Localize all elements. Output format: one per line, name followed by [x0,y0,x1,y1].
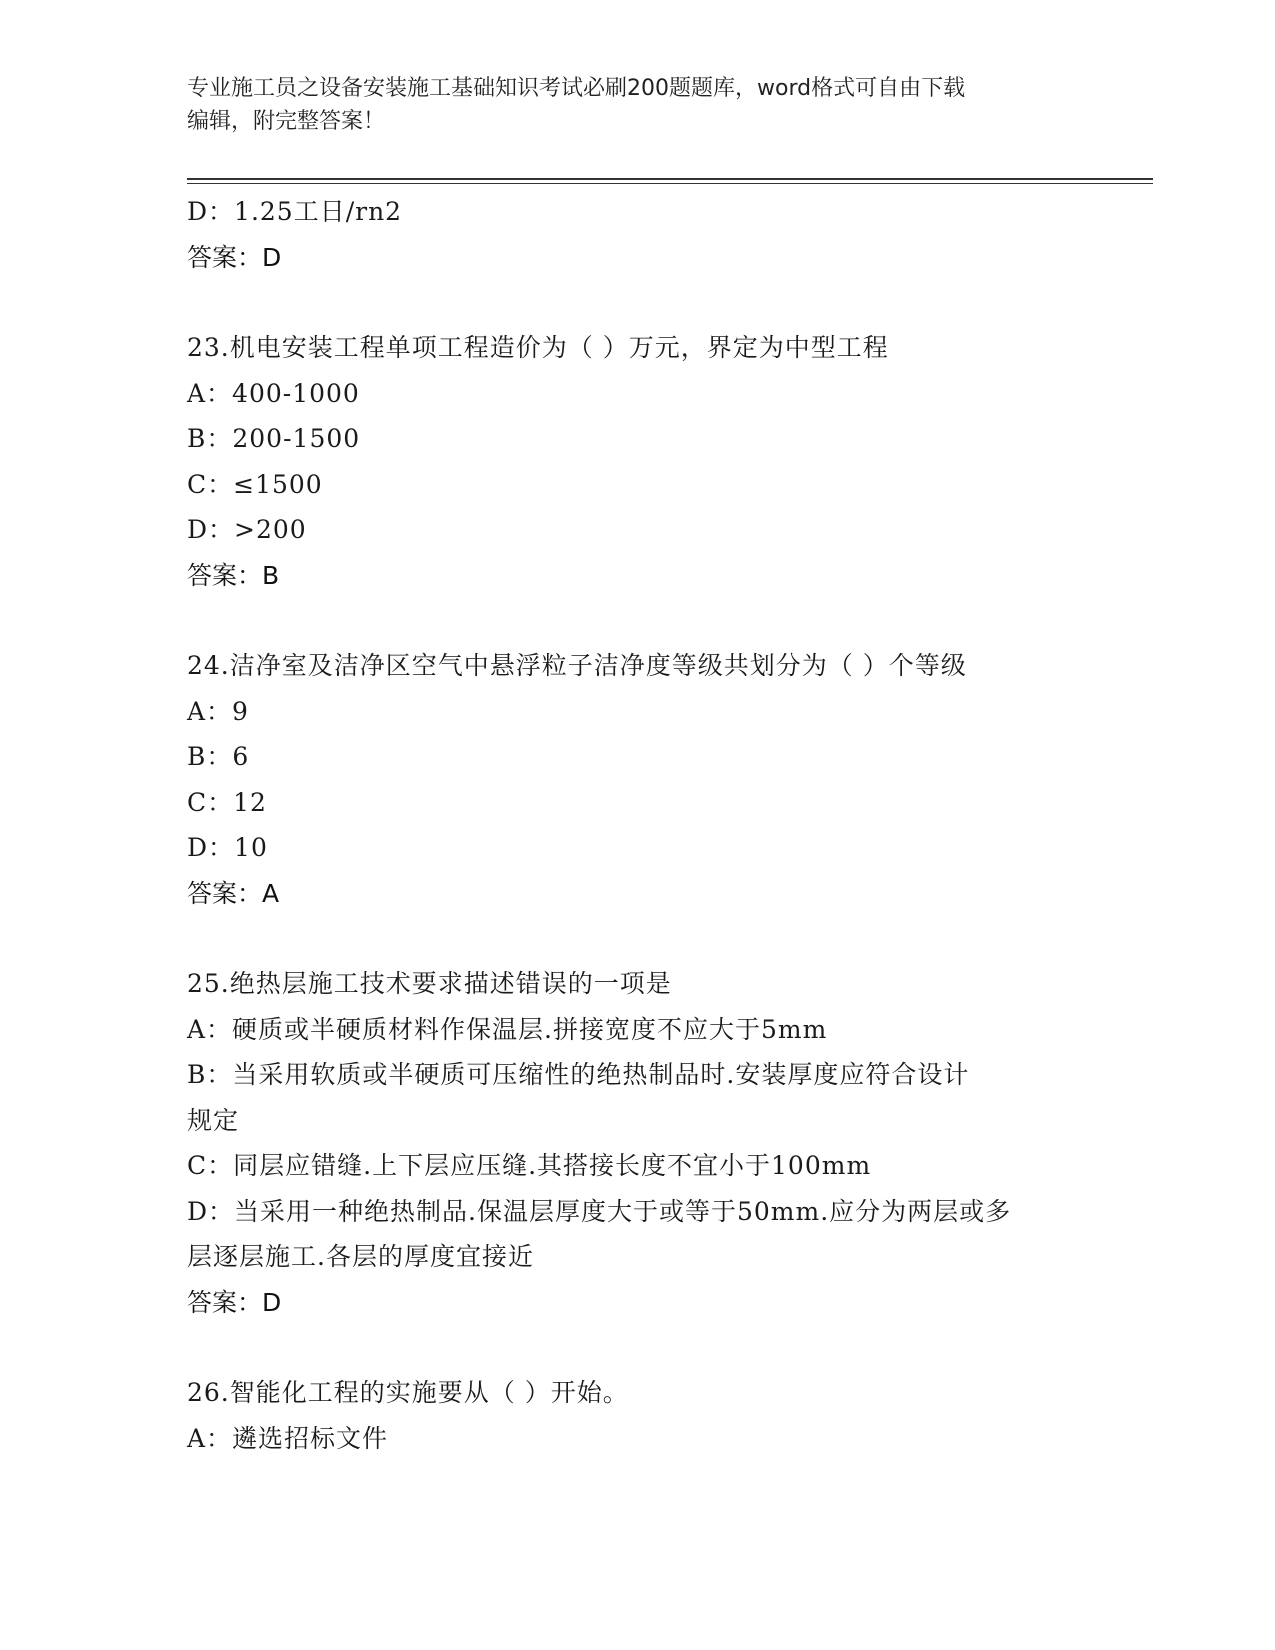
header-line-2: 编辑，附完整答案！ [187,109,386,134]
document-header [187,72,1087,138]
option-a: A：遴选招标文件 [187,1423,389,1453]
spacer [187,598,1087,643]
option-d-continued: 层逐层施工.各层的厚度宜接近 [187,1242,534,1271]
option-d: D：当采用一种绝热制品.保温层厚度大于或等于50mm.应分为两层或多 [187,1196,1012,1226]
answer-label: 答案：D [187,242,282,272]
option-d: D：>200 [187,515,307,544]
spacer [187,1325,1087,1370]
option-b: B：当采用软质或半硬质可压缩性的绝热制品时.安装厚度应符合设计 [187,1060,970,1089]
option-a: A：9 [187,696,249,726]
option-a: A：400-1000 [187,378,360,408]
option-d: D：10 [187,833,268,862]
header-divider-thick [187,178,1153,180]
question-list [187,189,1087,1461]
option-c: C：同层应错缝.上下层应压缝.其搭接长度不宜小于100mm [187,1151,872,1180]
question-23 [187,325,1087,598]
question-stem: 23.机电安装工程单项工程造价为（ ）万元，界定为中型工程 [187,333,889,362]
question-24 [187,643,1087,916]
option-c: C：≤1500 [187,469,323,499]
option-b: B：6 [187,742,250,771]
question-26 [187,1370,1087,1461]
header-line-1: 专业施工员之设备安装施工基础知识考试必刷200题题库，word格式可自由下载 [187,76,966,101]
option-b-continued: 规定 [187,1105,240,1135]
question-stem: 25.绝热层施工技术要求描述错误的一项是 [187,969,672,998]
answer-label: 答案：B [187,560,280,590]
spacer [187,916,1087,961]
question-25 [187,961,1087,1325]
question-stem: 26.智能化工程的实施要从（ ）开始。 [187,1378,629,1407]
option-a: A：硬质或半硬质材料作保温层.拼接宽度不应大于5mm [187,1014,828,1044]
option-d: D：1.25工日/rn2 [187,197,403,226]
header-divider-thin [187,183,1153,184]
option-b: B：200-1500 [187,424,361,453]
question-stem: 24.洁净室及洁净区空气中悬浮粒子洁净度等级共划分为（ ）个等级 [187,651,967,680]
answer-label: 答案：A [187,878,280,908]
answer-label: 答案：D [187,1287,282,1317]
option-c: C：12 [187,787,267,817]
spacer [187,280,1087,325]
